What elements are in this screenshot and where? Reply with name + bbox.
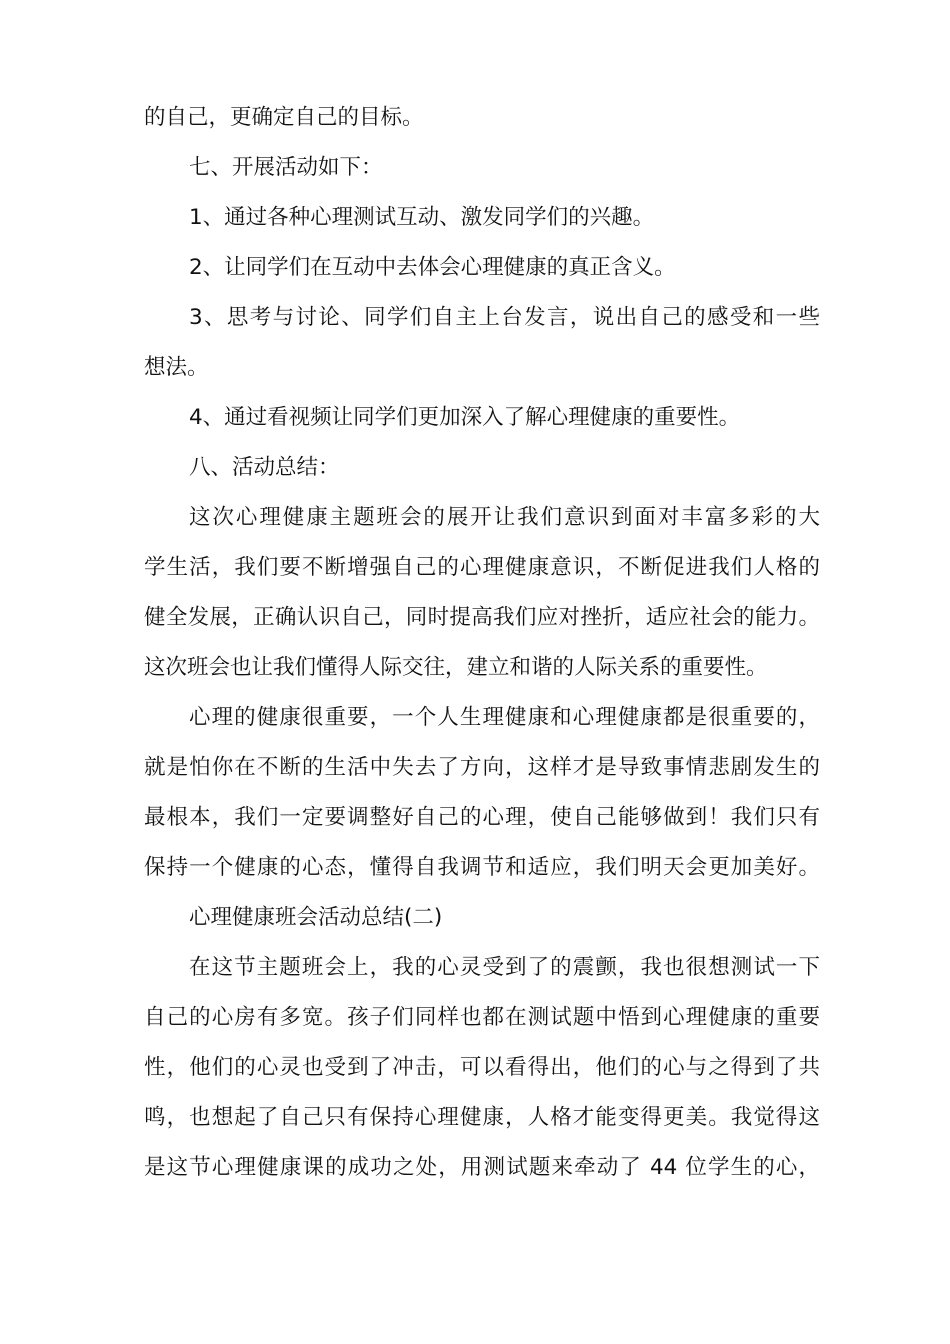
text-line: 4、通过看视频让同学们更加深入了解心理健康的重要性。: [189, 405, 741, 430]
text-line: 在这节主题班会上，我的心灵受到了的震颤，我也很想测试一下: [189, 955, 820, 980]
text-line: 性，他们的心灵也受到了冲击，可以看得出，他们的心与之得到了共: [144, 1055, 820, 1080]
text-line: 是这节心理健康课的成功之处，用测试题来牵动了 44 位学生的心，: [144, 1155, 820, 1180]
text-line: 七、开展活动如下：: [189, 155, 383, 180]
document-body: [144, 93, 820, 1193]
text-line: 3、思考与讨论、同学们自主上台发言，说出自己的感受和一些: [189, 305, 820, 330]
text-line: 八、活动总结：: [189, 455, 340, 480]
text-line: 自己的心房有多宽。孩子们同样也都在测试题中悟到心理健康的重要: [144, 1005, 820, 1030]
text-line: 最根本，我们一定要调整好自己的心理，使自己能够做到！我们只有: [144, 805, 820, 830]
text-line: 鸣，也想起了自己只有保持心理健康，人格才能变得更美。我觉得这: [144, 1105, 820, 1130]
text-line: 心理健康班会活动总结(二): [189, 905, 443, 930]
text-line: 想法。: [144, 355, 209, 380]
text-line: 这次心理健康主题班会的展开让我们意识到面对丰富多彩的大: [189, 505, 820, 530]
text-line: 就是怕你在不断的生活中失去了方向，这样才是导致事情悲剧发生的: [144, 755, 820, 780]
text-line: 的自己，更确定自己的目标。: [144, 105, 424, 130]
text-line: 心理的健康很重要，一个人生理健康和心理健康都是很重要的，: [189, 705, 820, 730]
text-line: 学生活，我们要不断增强自己的心理健康意识，不断促进我们人格的: [144, 555, 820, 580]
text-line: 1、通过各种心理测试互动、激发同学们的兴趣。: [189, 205, 655, 230]
text-line: 这次班会也让我们懂得人际交往，建立和谐的人际关系的重要性。: [144, 655, 768, 680]
text-line: 健全发展，正确认识自己，同时提高我们应对挫折，适应社会的能力。: [144, 605, 820, 630]
text-line: 保持一个健康的心态，懂得自我调节和适应，我们明天会更加美好。: [144, 855, 820, 880]
text-line: 2、让同学们在互动中去体会心理健康的真正含义。: [189, 255, 676, 280]
